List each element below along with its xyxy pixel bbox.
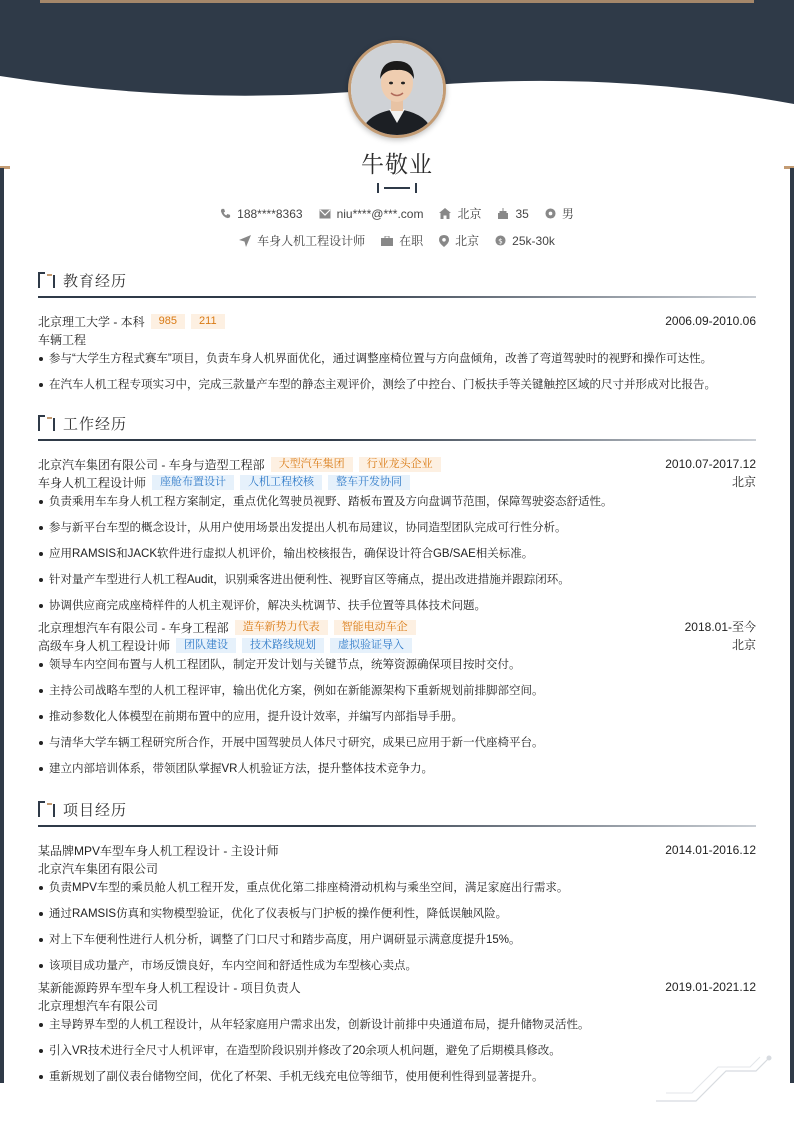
- email-value: niu****@***.com: [336, 206, 424, 221]
- svg-text:$: $: [498, 236, 504, 246]
- right-border: [790, 168, 794, 1083]
- briefcase-icon: [381, 236, 393, 246]
- phone-item: [220, 207, 302, 221]
- project-bullets: [38, 1017, 756, 1085]
- work-date: 2010.07-2017.12: [665, 457, 756, 471]
- project-org: 北京理想汽车有限公司: [38, 998, 159, 1013]
- list-item: 针对量产车型进行人机工程Audit，识别乘客进出便利性、视野盲区等痛点，提出改进措施并跟踪闭环。: [38, 572, 756, 588]
- company-tag: 行业龙头企业: [359, 457, 441, 472]
- target-city-value: 北京: [455, 234, 480, 248]
- company-tag: 造车新势力代表: [235, 620, 328, 635]
- projects-header: [38, 797, 756, 827]
- status-item: [381, 232, 423, 249]
- money-icon: [495, 235, 506, 246]
- avatar: [348, 40, 446, 138]
- skill-tag: 座舱布置设计: [152, 475, 234, 490]
- status-value: 在职: [399, 234, 424, 248]
- projects-section: [38, 797, 756, 1095]
- section-divider: [38, 825, 756, 827]
- work-header: [38, 411, 756, 441]
- school-tag: 211: [191, 314, 225, 329]
- position: 车身人机工程设计师: [38, 475, 147, 490]
- age-item: [497, 207, 528, 221]
- project-entry-header: [38, 978, 756, 996]
- list-item: 建立内部培训体系，带领团队掌握VR人机验证方法，提升整体技术竞争力。: [38, 761, 756, 777]
- age-value: 35: [515, 206, 529, 221]
- section-bracket-icon: [38, 801, 56, 817]
- project-bullets: [38, 880, 756, 974]
- phone-value: 188****8363: [237, 206, 303, 221]
- project-entry-header: [38, 841, 756, 859]
- contact-info-row: [0, 205, 794, 222]
- major: 车辆工程: [38, 332, 87, 347]
- work-city: 北京: [731, 475, 756, 489]
- job-title-item: [239, 232, 365, 249]
- section-divider: [38, 296, 756, 298]
- list-item: 负责乘用车车身人机工程方案制定，重点优化驾驶员视野、踏板布置及方向盘调节范围，保障驾驶姿态舒适性。: [38, 494, 756, 510]
- project-name: 某品牌MPV车型车身人机工程设计 - 主设计师: [38, 843, 279, 858]
- list-item: 该项目成功量产，市场反馈良好，车内空间和舒适性成为车型核心卖点。: [38, 958, 756, 974]
- list-item: 主持公司战略车型的人机工程评审，输出优化方案，例如在新能源架构下重新规划前排脚部空间。: [38, 683, 756, 699]
- school-tag: 985: [151, 314, 185, 329]
- job-title-value: 车身人机工程设计师: [257, 234, 366, 248]
- project-org-row: [38, 859, 756, 877]
- education-title: 教育经历: [63, 273, 128, 290]
- list-item: 负责MPV车型的乘员舱人机工程开发，重点优化第二排座椅滑动机构与乘坐空间，满足家庭出行需求。: [38, 880, 756, 896]
- project-org-row: [38, 996, 756, 1014]
- list-item: 引入VR技术进行全尺寸人机评审，在造型阶段识别并修改了20余项人机问题，避免了后期模具修改。: [38, 1043, 756, 1059]
- school-name: 北京理工大学 - 本科: [38, 314, 145, 329]
- position: 高级车身人机工程设计师: [38, 638, 171, 653]
- list-item: 重新规划了副仪表台储物空间，优化了杯架、手机无线充电位等细节，使用便利性得到显著提升。: [38, 1069, 756, 1085]
- section-bracket-icon: [38, 272, 56, 288]
- skill-tag: 虚拟验证导入: [330, 638, 412, 653]
- list-item: 协调供应商完成座椅样件的人机主观评价，解决头枕调节、扶手位置等具体技术问题。: [38, 598, 756, 614]
- home-icon: [439, 208, 451, 219]
- company-name: 北京汽车集团有限公司 - 车身与造型工程部: [38, 457, 265, 472]
- project-date: 2014.01-2016.12: [665, 843, 756, 857]
- send-icon: [239, 235, 251, 247]
- gender-value: 男: [561, 207, 574, 221]
- section-bracket-icon: [38, 415, 56, 431]
- email-item: [319, 207, 424, 221]
- skill-tag: 技术路线规划: [242, 638, 324, 653]
- project-date: 2019.01-2021.12: [665, 980, 756, 994]
- candidate-name: 牛敬业: [361, 151, 433, 177]
- work-title: 工作经历: [63, 416, 128, 433]
- list-item: 对上下车便利性进行人机分析，调整了门口尺寸和踏步高度，用户调研显示满意度提升15%。: [38, 932, 756, 948]
- work-position-row: [38, 473, 756, 491]
- company-tag: 智能电动车企: [334, 620, 416, 635]
- work-position-row: [38, 636, 756, 654]
- work-section: [38, 411, 756, 787]
- location-item: [439, 205, 481, 222]
- list-item: 应用RAMSIS和JACK软件进行虚拟人机评价，输出校核报告，确保设计符合GB/SAE相关标准。: [38, 546, 756, 562]
- list-item: 参与“大学生方程式赛车”项目，负责车身人机界面优化，通过调整座椅位置与方向盘倾角，改善了弯道驾驶时的视野和操作可达性。: [38, 351, 756, 367]
- target-city-item: [439, 232, 479, 249]
- salary-value: 25k-30k: [512, 233, 555, 248]
- work-entry-header: [38, 455, 756, 473]
- work-entry-header: [38, 618, 756, 636]
- work-city: 北京: [731, 638, 756, 652]
- name-divider: [377, 183, 417, 193]
- location-value: 北京: [457, 207, 482, 221]
- salary-item: [495, 234, 555, 248]
- project-name: 某新能源跨界车型车身人机工程设计 - 项目负责人: [38, 980, 301, 995]
- circuit-decoration: [656, 1045, 776, 1105]
- education-date: 2006.09-2010.06: [665, 314, 756, 328]
- work-date: 2018.01-至今: [684, 620, 756, 634]
- left-border: [0, 168, 4, 1083]
- cake-icon: [497, 208, 509, 219]
- section-divider: [38, 439, 756, 441]
- work-bullets: [38, 494, 756, 614]
- work-bullets: [38, 657, 756, 777]
- list-item: 与清华大学车辆工程研究所合作，开展中国驾驶员人体尺寸研究，成果已应用于新一代座椅平台。: [38, 735, 756, 751]
- list-item: 推动参数化人体模型在前期布置中的应用，提升设计效率，并编写内部指导手册。: [38, 709, 756, 725]
- education-bullets: [38, 351, 756, 393]
- gender-icon: [545, 208, 556, 219]
- mail-icon: [319, 209, 331, 219]
- list-item: 参与新平台车型的概念设计，从用户使用场景出发提出人机布局建议，协同造型团队完成可行性分析。: [38, 520, 756, 536]
- list-item: 主导跨界车型的人机工程设计，从年轻家庭用户需求出发，创新设计前排中央通道布局，提升储物灵活性。: [38, 1017, 756, 1033]
- company-name: 北京理想汽车有限公司 - 车身工程部: [38, 620, 229, 635]
- phone-icon: [220, 208, 231, 219]
- education-entry-header: [38, 312, 756, 330]
- list-item: 领导车内空间布置与人机工程团队，制定开发计划与关键节点，统筹资源确保项目按时交付。: [38, 657, 756, 673]
- gender-item: [545, 205, 574, 222]
- company-tag: 大型汽车集团: [271, 457, 353, 472]
- job-intent-row: [0, 232, 794, 249]
- list-item: 在汽车人机工程专项实习中，完成三款量产车型的静态主观评价，测绘了中控台、门板扶手等关键触控区域的尺寸并形成对比报告。: [38, 377, 756, 393]
- education-major-row: [38, 330, 756, 348]
- education-section: [38, 268, 756, 403]
- education-header: [38, 268, 756, 298]
- list-item: 通过RAMSIS仿真和实物模型验证，优化了仪表板与门护板的操作便利性，降低误触风险。: [38, 906, 756, 922]
- skill-tag: 团队建设: [176, 638, 236, 653]
- projects-title: 项目经历: [63, 802, 128, 819]
- map-pin-icon: [439, 235, 449, 247]
- skill-tag: 整车开发协同: [328, 475, 410, 490]
- project-org: 北京汽车集团有限公司: [38, 861, 159, 876]
- skill-tag: 人机工程校核: [240, 475, 322, 490]
